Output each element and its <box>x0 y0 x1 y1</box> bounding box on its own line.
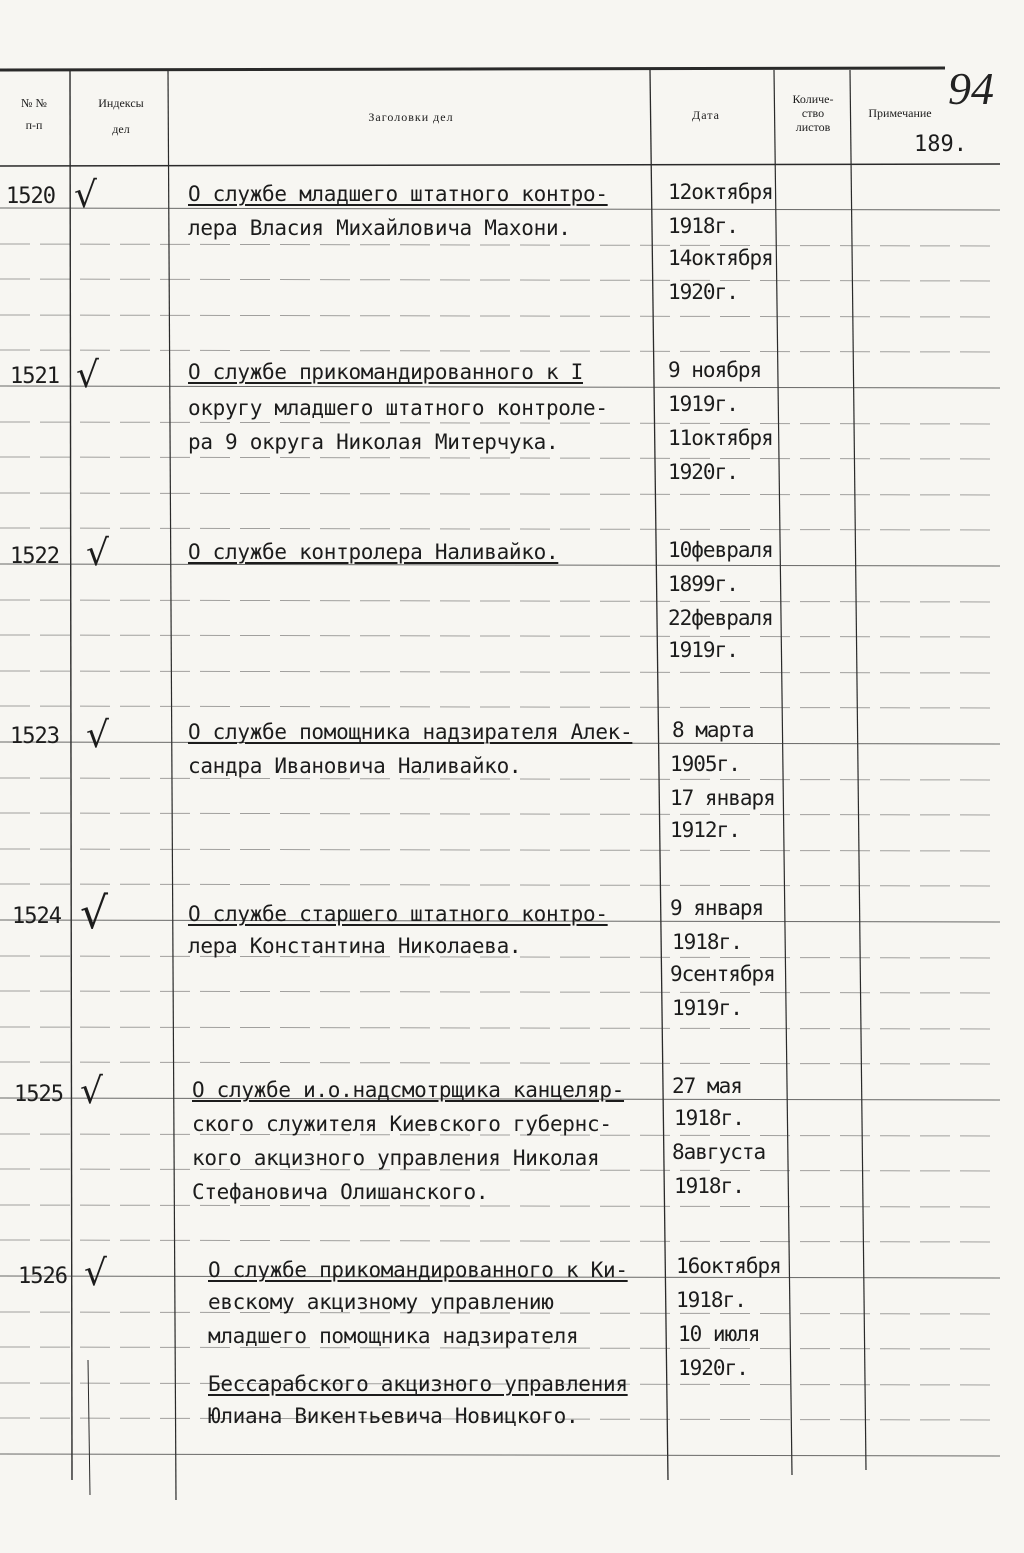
title-line: О службе младшего штатного контро- <box>188 182 608 206</box>
header-number-line2: п-п <box>25 118 43 132</box>
record-number: 1526 <box>18 1264 67 1289</box>
header-index-line2: дел <box>112 122 130 136</box>
date-line: 8августа <box>672 1140 766 1164</box>
check-mark-icon: √ <box>86 715 109 756</box>
date-line: 22февраля <box>668 606 773 630</box>
title-line: О службе контролера Наливайко. <box>188 540 559 564</box>
date-line: 1920г. <box>668 460 738 484</box>
header-count-line3: листов <box>795 120 831 134</box>
ruling-line <box>0 493 1000 495</box>
date-line: 1899г. <box>668 572 738 596</box>
title-line: лера Власия Михайловича Махони. <box>188 216 571 240</box>
header-date-column: Дата <box>692 108 720 122</box>
sheet-number: 189. <box>914 132 967 157</box>
ruling-line <box>0 778 1000 780</box>
title-line: О службе прикомандированного к Ки- <box>208 1258 628 1282</box>
ruling-line <box>0 422 1000 424</box>
ruling-line <box>0 849 1000 851</box>
date-line: 1918г. <box>674 1106 744 1130</box>
ruling-line <box>0 1027 1000 1029</box>
ruling-line <box>0 528 1000 530</box>
ruling-line <box>0 1454 1000 1456</box>
check-mark-icon: √ <box>74 175 97 216</box>
date-line: 9 ноября <box>668 358 762 382</box>
date-line: 1918г. <box>672 930 742 954</box>
handwritten-page-number: 94 <box>948 63 994 114</box>
check-mark-icon: √ <box>86 533 109 574</box>
date-line: 1905г. <box>670 752 740 776</box>
date-line: 11октября <box>668 426 773 450</box>
date-line: 12октября <box>668 180 773 204</box>
ruling-line <box>0 350 1000 352</box>
check-mark-icon: √ <box>84 1253 107 1294</box>
ruling-line <box>0 635 1000 637</box>
record-number: 1520 <box>6 184 55 209</box>
title-line: О службе старшего штатного контро- <box>188 902 608 926</box>
title-line: О службе прикомандированного к I <box>188 360 583 384</box>
header-title-column: Заголовки дел <box>368 110 454 124</box>
title-line: О службе помощника надзирателя Алек- <box>188 720 633 744</box>
ruling-line <box>0 564 1000 566</box>
title-line: Стефановича Олишанского. <box>192 1180 489 1204</box>
date-line: 14октября <box>668 246 773 270</box>
title-line: лера Константина Николаева. <box>188 934 522 958</box>
title-line: ского служителя Киевского губернс- <box>192 1112 612 1136</box>
title-line: кого акцизного управления Николая <box>192 1146 600 1170</box>
ruling-line <box>0 706 1000 708</box>
ruling-line <box>0 671 1000 673</box>
record-number: 1525 <box>14 1082 63 1107</box>
header-number-line1: № № <box>21 96 47 110</box>
check-mark-icon: √ <box>76 355 99 396</box>
date-line: 16октября <box>676 1254 781 1278</box>
ruling-line <box>0 457 1000 459</box>
header-index-column <box>74 96 168 136</box>
ruling-line <box>0 208 1000 210</box>
title-line: сандра Ивановича Наливайко. <box>188 754 522 778</box>
ruling-line <box>0 1062 1000 1064</box>
date-line: 1919г. <box>668 392 738 416</box>
date-line: 1920г. <box>678 1356 748 1380</box>
ruling-line <box>0 279 1000 281</box>
ruling-line <box>0 315 1000 317</box>
title-line: Бессарабского акцизного управления <box>208 1372 628 1396</box>
title-line: евскому акцизному управлению <box>208 1290 554 1314</box>
record-number: 1522 <box>10 544 59 569</box>
date-line: 1920г. <box>668 280 738 304</box>
title-line: младшего помощника надзирателя <box>208 1324 579 1348</box>
date-line: 9 января <box>670 896 764 920</box>
record-number: 1521 <box>10 364 59 389</box>
header-count-line2: ство <box>801 106 825 120</box>
ruling-line <box>0 386 1000 388</box>
date-line: 1919г. <box>668 638 738 662</box>
title-line: О службе и.о.надсмотрщика канцеляр- <box>192 1078 625 1102</box>
ruling-line <box>0 884 1000 886</box>
date-line: 9сентября <box>670 962 775 986</box>
ruling-line <box>0 991 1000 993</box>
date-line: 10 июля <box>678 1322 760 1346</box>
ruling-line <box>0 813 1000 815</box>
date-line: 27 мая <box>672 1074 742 1098</box>
check-mark-icon: √ <box>80 1071 103 1112</box>
title-line: ра 9 округа Николая Митерчука. <box>188 430 559 454</box>
date-line: 1918г. <box>668 214 738 238</box>
date-line: 1919г. <box>672 996 742 1020</box>
ruling-line <box>0 1205 1000 1207</box>
record-number: 1524 <box>12 904 61 929</box>
title-line: Юлиана Викентьевича Новицкого. <box>208 1404 579 1428</box>
header-note-column: Примечание <box>868 106 932 120</box>
date-line: 17 января <box>670 786 775 810</box>
record-number: 1523 <box>10 724 59 749</box>
date-line: 8 марта <box>672 718 754 742</box>
ruling-line <box>0 1240 1000 1242</box>
ruling-line <box>0 600 1000 602</box>
date-line: 10февраля <box>668 538 773 562</box>
date-line: 1912г. <box>670 818 740 842</box>
title-line: округу младшего штатного контроле- <box>188 396 608 420</box>
check-mark-icon: √ <box>80 888 109 939</box>
header-count-column <box>776 92 850 134</box>
header-number-column <box>2 96 66 132</box>
ruling-line <box>0 244 1000 246</box>
date-line: 1918г. <box>674 1174 744 1198</box>
header-count-line1: Количе- <box>792 92 834 106</box>
date-line: 1918г. <box>676 1288 746 1312</box>
header-index-line1: Индексы <box>98 96 144 110</box>
